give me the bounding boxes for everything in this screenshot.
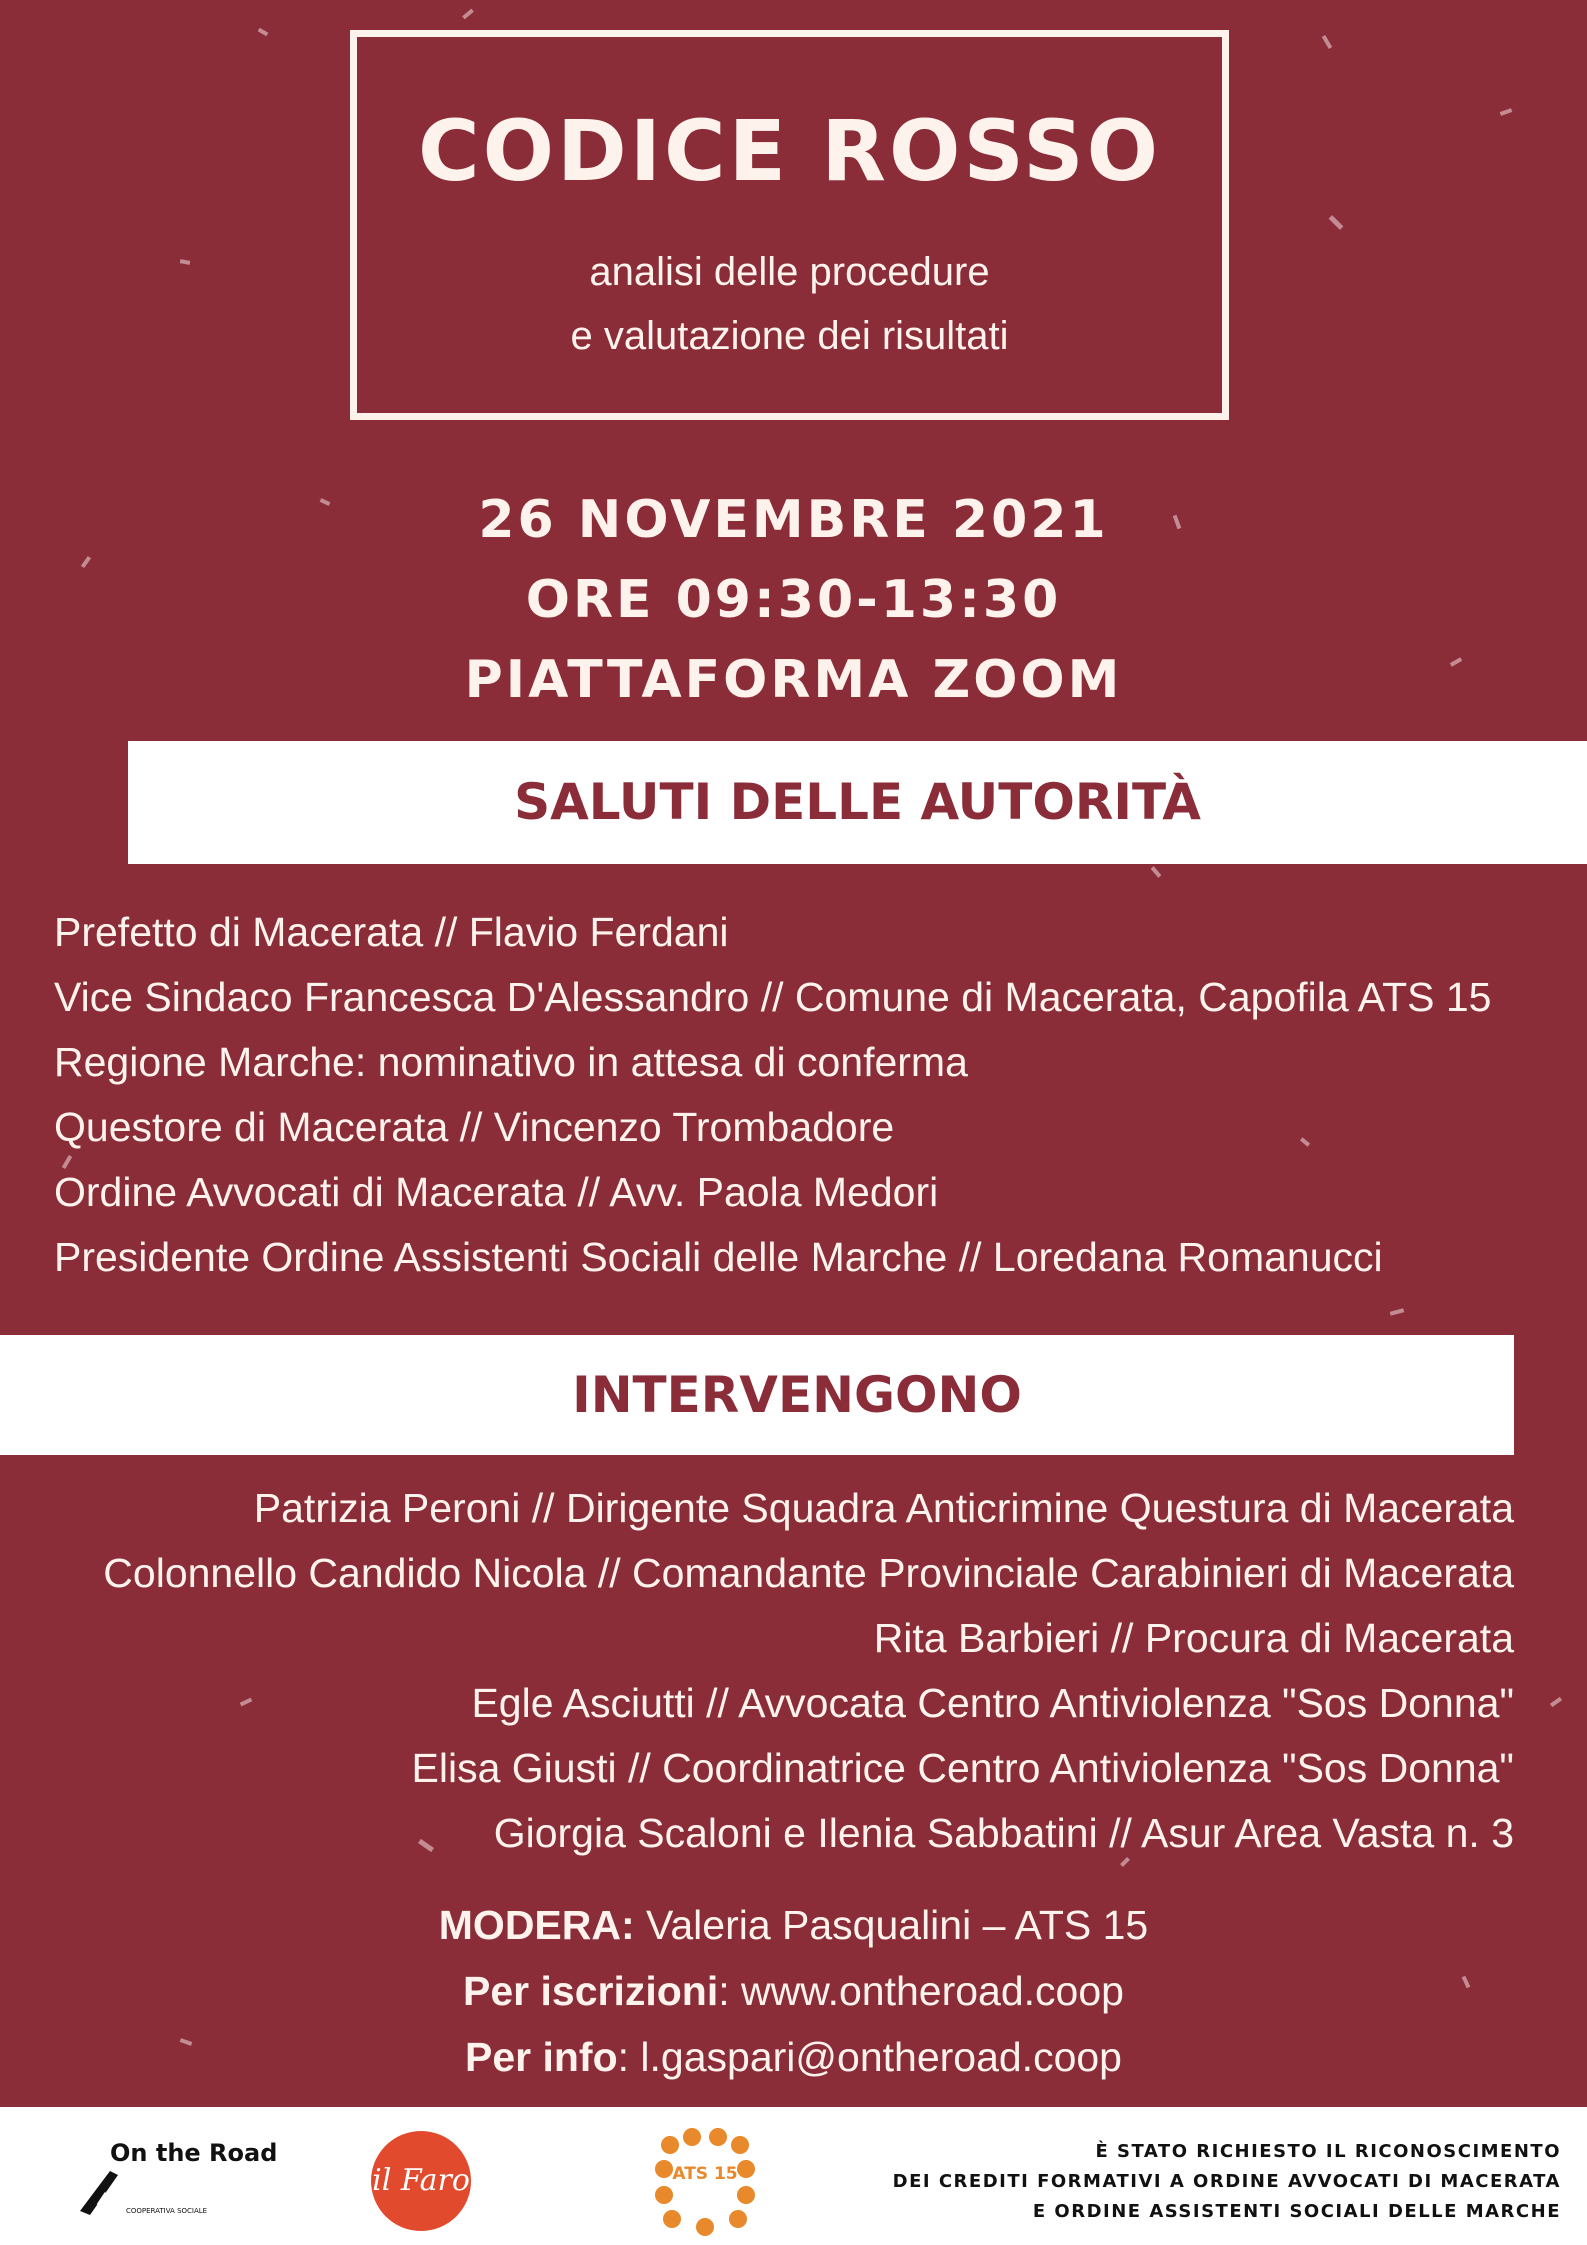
moderator-value: Valeria Pasqualini – ATS 15 (634, 1902, 1149, 1948)
page-title: CODICE ROSSO (417, 102, 1162, 200)
list-item: Egle Asciutti // Avvocata Centro Antiviolenza "Sos Donna" (471, 1680, 1514, 1726)
list-item: Elisa Giusti // Coordinatrice Centro Antiviolenza "Sos Donna" (411, 1745, 1514, 1791)
credits-notice (893, 2137, 1561, 2227)
list-item: Regione Marche: nominativo in attesa di conferma (54, 1039, 968, 1085)
credits-line-2: DEI CREDITI FORMATIVI A ORDINE AVVOCATI DI MACERATA (892, 2171, 1561, 2192)
info-label: Per info (465, 2034, 618, 2080)
title-box (350, 30, 1229, 420)
intervengono-list (103, 1476, 1514, 1866)
registration-line (0, 1958, 1587, 2024)
footer (0, 2107, 1587, 2245)
list-item: Prefetto di Macerata // Flavio Ferdani (54, 909, 729, 955)
credits-line-3: E ORDINE ASSISTENTI SOCIALI DELLE MARCHE (1032, 2201, 1561, 2222)
list-item: Giorgia Scaloni e Ilenia Sabbatini // Asur Area Vasta n. 3 (493, 1810, 1514, 1856)
on-the-road-text: On the Road (110, 2139, 278, 2167)
subtitle (357, 240, 1222, 368)
saluti-list (54, 900, 1491, 1290)
list-item: Rita Barbieri // Procura di Macerata (873, 1615, 1514, 1661)
credits-line-1: È STATO RICHIESTO IL RICONOSCIMENTO (1095, 2141, 1561, 2162)
event-platform: PIATTAFORMA ZOOM (464, 650, 1123, 710)
list-item: Presidente Ordine Assistenti Sociali delle Marche // Loredana Romanucci (54, 1234, 1383, 1280)
subtitle-line-2: e valutazione dei risultati (570, 314, 1009, 358)
intervengono-heading: INTERVENGONO (0, 1335, 1514, 1455)
info-email[interactable]: : l.gaspari@ontheroad.coop (617, 2034, 1122, 2080)
list-item: Patrizia Peroni // Dirigente Squadra Anticrimine Questura di Macerata (253, 1485, 1514, 1531)
il-faro-logo (371, 2131, 471, 2231)
subtitle-line-1: analisi delle procedure (589, 250, 990, 294)
registration-link[interactable]: : www.ontheroad.coop (718, 1968, 1124, 2014)
event-date: 26 NOVEMBRE 2021 (478, 490, 1109, 550)
contacts (0, 1892, 1587, 2090)
event-time: ORE 09:30-13:30 (525, 570, 1062, 630)
saluti-heading: SALUTI DELLE AUTORITÀ (128, 741, 1587, 864)
moderator-label: MODERA: (438, 1902, 635, 1948)
ats-text: ATS 15 (672, 2164, 738, 2184)
info-line (0, 2024, 1587, 2090)
list-item: Colonnello Candido Nicola // Comandante Provinciale Carabinieri di Macerata (103, 1550, 1514, 1596)
on-the-road-logo (70, 2131, 278, 2221)
il-faro-text: il Faro (372, 2163, 470, 2198)
moderator-line (0, 1892, 1587, 1958)
list-item: Ordine Avvocati di Macerata // Avv. Paola Medori (54, 1169, 939, 1215)
list-item: Questore di Macerata // Vincenzo Trombadore (54, 1104, 895, 1150)
on-the-road-subtext: COOPERATIVA SOCIALE (126, 2207, 208, 2215)
list-item: Vice Sindaco Francesca D'Alessandro // Comune di Macerata, Capofila ATS 15 (54, 974, 1492, 1020)
ats-logo (650, 2127, 760, 2237)
registration-label: Per iscrizioni (463, 1968, 719, 2014)
event-details (0, 480, 1587, 720)
